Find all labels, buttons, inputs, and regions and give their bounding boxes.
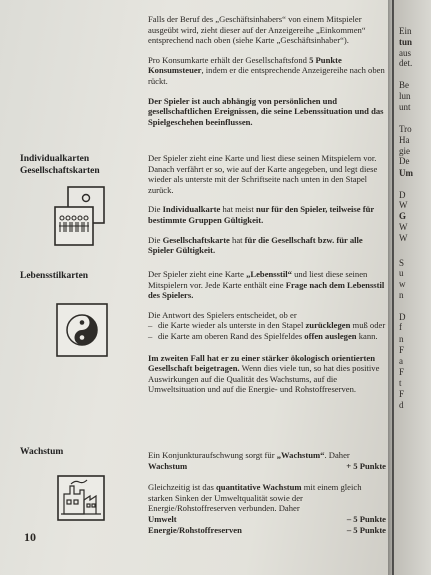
adjacent-page-text: w — [399, 279, 406, 289]
individual-cards-heading: Individualkarten Gesellschaftskarten — [20, 154, 100, 176]
adjacent-page-text: Be — [399, 80, 409, 90]
lifestyle-options-list — [148, 320, 386, 341]
adjacent-page-text: n — [399, 334, 404, 344]
intro-paragraph-3: Der Spieler ist auch abhängig von persönlichen und gesellschaftlichen Ereignissen, die seine Lebenssituation und das Spielgeschehen beeinflussen. — [148, 95, 384, 127]
lifestyle-option-2: – die Karte am oberen Rand des Spielfeldes offen auslegen kann. — [148, 331, 386, 342]
adjacent-page-text: S — [399, 258, 405, 268]
adjacent-page-text: d — [399, 400, 404, 410]
adjacent-page-text: Um — [399, 168, 413, 178]
individual-paragraph-2: Die Individualkarte hat meist nur für den Spieler, teilweise für bestimmte Gruppen Gültigkeit. — [148, 204, 375, 225]
adjacent-page-text: Ha — [399, 135, 410, 145]
industry-card-icon — [56, 474, 106, 522]
adjacent-page-text: Ein — [399, 26, 412, 36]
individual-paragraph-3: Die Gesellschaftskarte hat für die Gesellschaft bzw. für alle Spieler Gültigkeit. — [148, 234, 363, 256]
lifestyle-paragraph-2: Die Antwort des Spielers entscheidet, ob er — [148, 309, 297, 320]
card-stack-icon — [52, 185, 110, 249]
intro-section — [148, 14, 386, 127]
adjacent-page-text: W — [399, 222, 408, 232]
lifestyle-paragraph-3: Im zweiten Fall hat er zu einer stärker ökologisch orientierten Gesellschaft beigetragen. Wenn dies viele tun, so hat dies positive Auswirkungen auf die Qualität des Wachstums, auf die Umweltsituation und auf die Energie- und Rohstoffreserven. — [148, 352, 380, 395]
adjacent-page-text: lun — [399, 91, 411, 101]
adjacent-page-text: n — [399, 290, 404, 300]
adjacent-page-text: D — [399, 312, 406, 322]
adjacent-page-text: aus — [399, 48, 411, 58]
adjacent-page-text: D — [399, 190, 406, 200]
growth-paragraph-1: Ein Konjunkturaufschwung sorgt für „Wachstum“. Daher — [148, 450, 350, 460]
growth-row: Wachstum + 5 Punkte — [148, 460, 386, 471]
growth-paragraph-2: Gleichzeitig ist das quantitative Wachstum mit einem gleich starken Sinken der Umweltqualität sowie der Energie/Rohstoffreserven verbunden. Daher — [148, 482, 362, 514]
adjacent-page-text: De — [399, 156, 410, 166]
environment-row: Umwelt – 5 Punkte — [148, 513, 386, 524]
adjacent-page-text: t — [399, 378, 402, 388]
adjacent-page-text: f — [399, 322, 402, 332]
adjacent-page-text: G — [399, 211, 407, 221]
intro-paragraph-2: Pro Konsumkarte erhält der Gesellschaftsfond 5 Punkte Konsumsteuer, indem er die entsprechende Anzeigereihe nach oben rückt. — [148, 54, 385, 86]
yin-yang-card-icon — [55, 302, 109, 358]
individual-paragraph-1: Der Spieler zieht eine Karte und liest diese seinen Mitspielern vor. Danach verfährt er so, wie auf der Karte angegeben, und legt diese wieder als unterste mit der Schriftseite nach unten in den Stapel zurück. — [148, 153, 378, 195]
lifestyle-option-1: – die Karte wieder als unterste in den Stapel zurücklegen muß oder — [148, 320, 386, 331]
adjacent-page-text: tun — [399, 37, 413, 47]
energy-row: Energie/Rohstoffreserven – 5 Punkte — [148, 524, 386, 535]
adjacent-page — [394, 0, 431, 575]
intro-paragraph-1: Falls der Beruf des „Geschäftsinhabers“ von einem Mitspieler ausgeübt wird, zieht dieser auf der Anzeigereihe „Einkommen“ entsprechend nach oben (siehe Karte „Geschäftsinhaber“). — [148, 14, 366, 46]
adjacent-page-text: det. — [399, 58, 413, 68]
individual-section — [148, 153, 386, 256]
page-number: 10 — [24, 530, 36, 544]
lifestyle-cards-heading: Lebensstilkarten — [20, 271, 89, 281]
adjacent-page-text: u — [399, 268, 404, 278]
adjacent-page-text: W — [399, 200, 408, 210]
growth-section — [148, 450, 386, 535]
adjacent-page-text: unt — [399, 102, 411, 112]
lifestyle-section — [148, 269, 386, 395]
adjacent-page-text: F — [399, 345, 405, 355]
adjacent-page-text: W — [399, 233, 408, 243]
adjacent-page-text: Tro — [399, 124, 412, 134]
adjacent-page-text: F — [399, 367, 405, 377]
adjacent-page-text: F — [399, 389, 405, 399]
adjacent-page-text: gie — [399, 146, 410, 156]
lifestyle-paragraph-1: Der Spieler zieht eine Karte „Lebensstil“ und liest diese seinen Mitspielern vor. Jede Karte enthält eine Frage nach dem Lebensstil des Spielers. — [148, 269, 385, 301]
growth-heading: Wachstum — [20, 447, 64, 457]
adjacent-page-text: a — [399, 356, 403, 366]
